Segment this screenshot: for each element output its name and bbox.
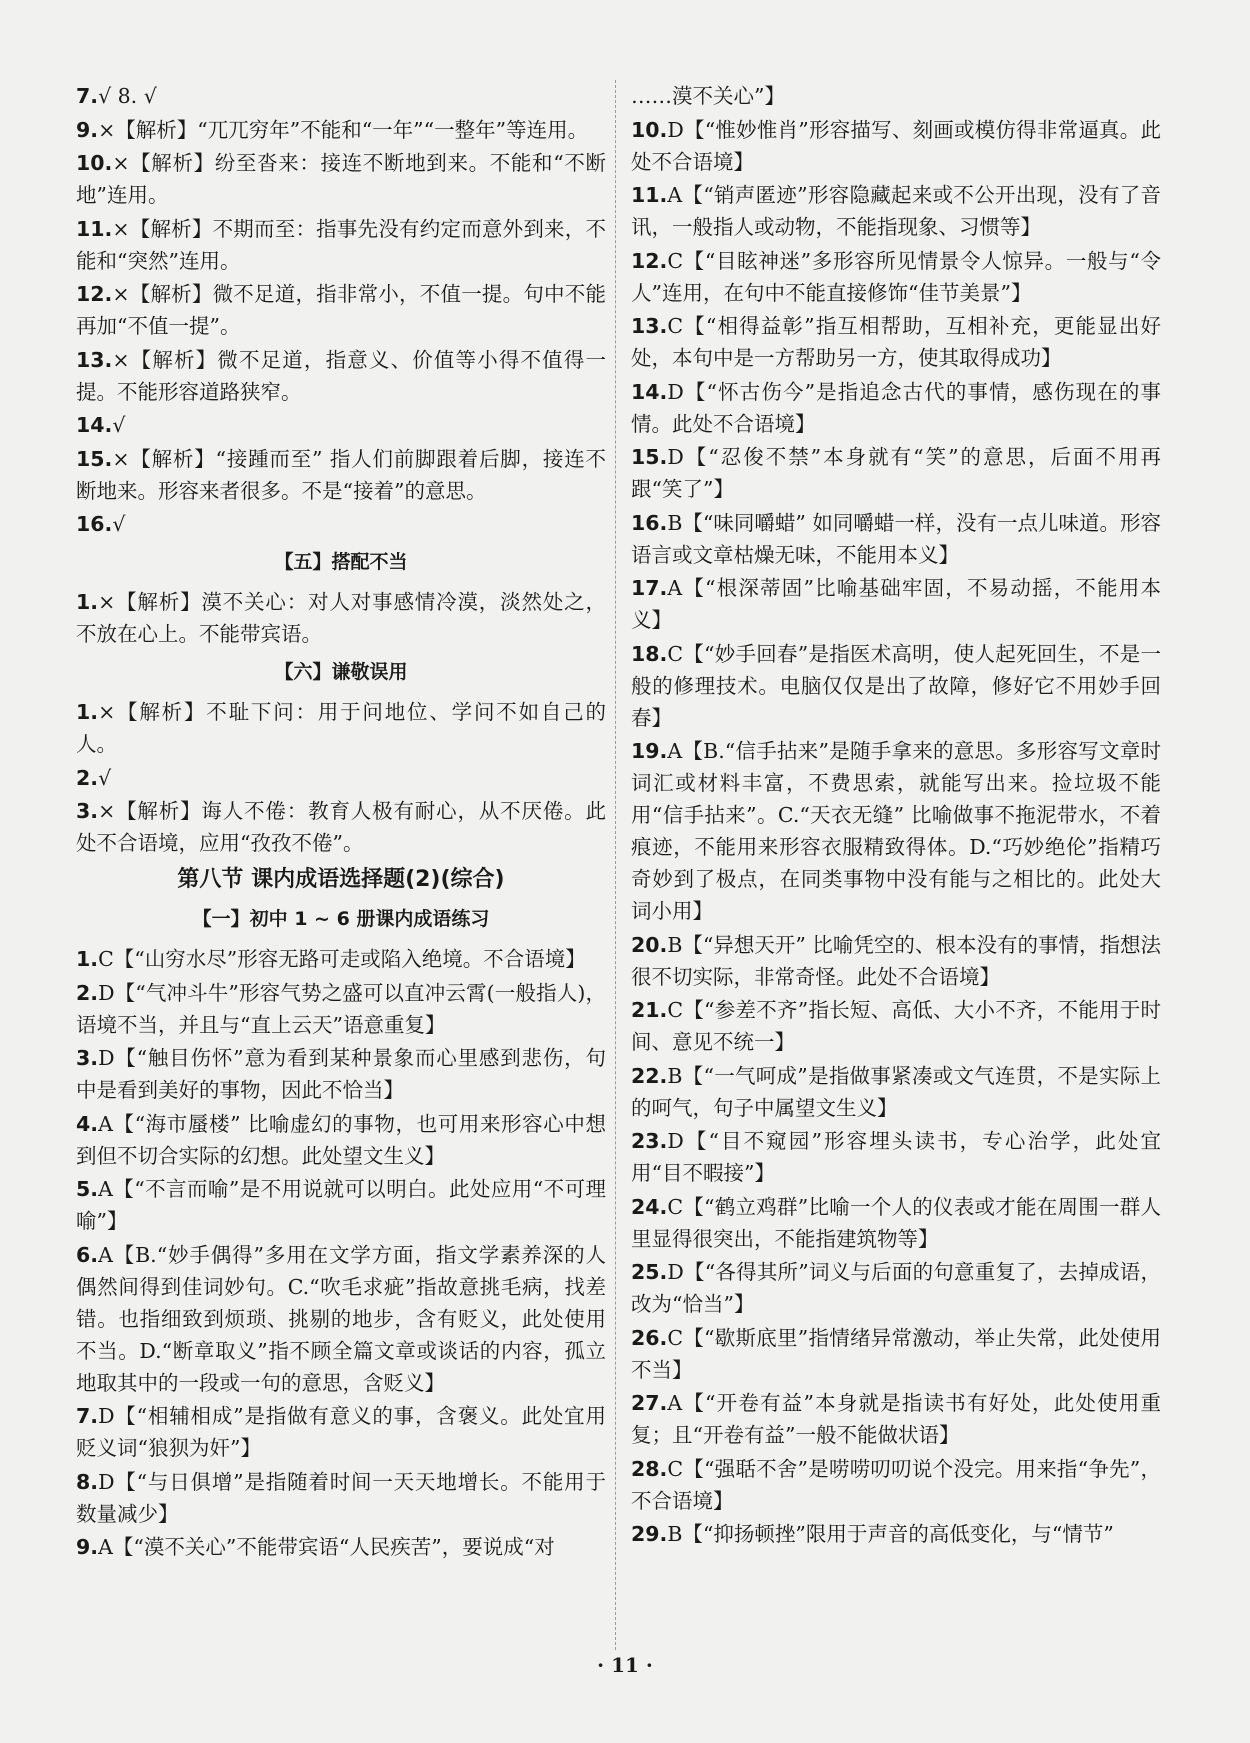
- answer-item: 2.D【“气冲斗牛”形容气势之盛可以直冲云霄(一般指人)，语境不当，并且与“直上云天”语意重复】: [76, 980, 606, 1037]
- answer-item: 13.×【解析】微不足道，指意义、价值等小得不值得一提。不能形容道路狭窄。: [76, 347, 606, 404]
- answer-item: 3.D【“触目伤怀”意为看到某种景象而心里感到悲伤，句中是看到美好的事物，因此不恰当】: [76, 1046, 606, 1102]
- answer-item: 14.D【“怀古伤今”是指追念古代的事情，感伤现在的事情。此处不合语境】: [631, 379, 1161, 436]
- answer-item: 12.×【解析】微不足道，指非常小，不值一提。句中不能再加“不值一提”。: [76, 282, 606, 338]
- answer-item: 1.×【解析】不耻下问：用于问地位、学问不如自己的人。: [76, 700, 606, 756]
- section-title: 第八节 课内成语选择题(2)(综合): [177, 867, 505, 892]
- answer-item: 24.C【“鹤立鸡群”比喻一个人的仪表或才能在周围一群人里显得很突出，不能指建筑物等】: [631, 1194, 1161, 1251]
- answer-item: 25.D【“各得其所”词义与后面的句意重复了，去掉成语，改为“恰当”】: [631, 1260, 1161, 1316]
- answer-item: 11.A【“销声匿迹”形容隐藏起来或不公开出现，没有了音讯，一般指人或动物，不能指现象、习惯等】: [631, 183, 1161, 239]
- answer-item: 29.B【“抑扬顿挫”限用于声音的高低变化，与“情节”: [631, 1522, 1114, 1546]
- answer-item: 28.C【“强聒不舍”是唠唠叨叨说个没完。用来指“争先”，不合语境】: [631, 1456, 1161, 1513]
- answer-item: 10.×【解析】纷至沓来：接连不断地到来。不能和“不断地”连用。: [76, 151, 606, 207]
- answer-item: 9.A【“漠不关心”不能带宾语“人民疾苦”，要说成“对: [76, 1535, 555, 1559]
- answer-item: 22.B【“一气呵成”是指做事紧凑或文气连贯，不是实际上的呵气，句子中属望文生义】: [631, 1063, 1161, 1120]
- answer-continuation: ……漠不关心”】: [631, 84, 785, 108]
- answer-item: 8.D【“与日俱增”是指随着时间一天天地增长。不能用于数量减少】: [76, 1469, 606, 1526]
- answer-item: 16.B【“味同嚼蜡” 如同嚼蜡一样，没有一点儿味道。形容语言或文章枯燥无味，不能用本义】: [631, 510, 1161, 567]
- answer-item: 20.B【“异想天开” 比喻凭空的、根本没有的事情，指想法很不切实际，非常奇怪。此处不合语境】: [631, 932, 1161, 989]
- subsection-heading: 【六】谦敬误用: [274, 661, 408, 683]
- answer-item: 18.C【“妙手回春”是指医术高明，使人起死回生，不是一般的修理技术。电脑仅仅是出了故障，修好它不用妙手回春】: [631, 641, 1161, 730]
- answer-item: 10.D【“惟妙惟肖”形容描写、刻画或模仿得非常逼真。此处不合语境】: [631, 117, 1161, 174]
- answer-item: 1.C【“山穷水尽”形容无路可走或陷入绝境。不合语境】: [76, 947, 586, 971]
- answer-item: 21.C【“参差不齐”指长短、高低、大小不齐，不能用于时间、意见不统一】: [631, 998, 1161, 1054]
- subsection-heading: 【五】搭配不当: [274, 551, 408, 573]
- answer-item: 13.C【“相得益彰”指互相帮助，互相补充，更能显出好处，本句中是一方帮助另一方，使其取得成功】: [631, 314, 1161, 370]
- answer-item: 7.D【“相辅相成”是指做有意义的事，含褒义。此处宜用贬义词“狼狈为奸”】: [76, 1404, 606, 1460]
- answer-item: 19.A【B.“信手拈来”是随手拿来的意思。多形容写文章时词汇或材料丰富，不费思索，就能写出来。捡垃圾不能用“信手拈来”。C.“天衣无缝” 比喻做事不拖泥带水，不着痕迹，不能用来形容衣服精致得体。D.“巧妙绝伦”指精巧奇妙到了极点，在同类事物中没有能与之相比的。此处大词小用】: [631, 739, 1161, 923]
- right-column: [631, 80, 1161, 1552]
- answer-item: 23.D【“目不窥园”形容埋头读书，专心治学，此处宜用“目不暇接”】: [631, 1129, 1161, 1185]
- answer-item: 2.√: [76, 765, 112, 790]
- answer-item: 12.C【“目眩神迷”多形容所见情景令人惊异。一般与“令人”连用，在句中不能直接修饰“佳节美景”】: [631, 248, 1161, 305]
- subsection-heading: 【一】初中 1 ~ 6 册课内成语练习: [192, 908, 490, 930]
- answer-item: 15.D【“忍俊不禁”本身就有“笑”的意思，后面不用再跟“笑了”】: [631, 445, 1161, 501]
- answer-item: 6.A【B.“妙手偶得”多用在文学方面，指文学素养深的人偶然间得到佳词妙句。C.“吹毛求疵”指故意挑毛病，找差错。也指细致到烦琐、挑剔的地步，含有贬义，此处使用不当。D.“断章取义”指不顾全篇文章或谈话的内容，孤立地取其中的一段或一句的意思，含贬义】: [76, 1242, 606, 1395]
- answer-item: 7.√ 8. √: [76, 84, 157, 108]
- answer-item: 17.A【“根深蒂固”比喻基础牢固，不易动摇，不能用本义】: [631, 576, 1161, 632]
- answer-item: 5.A【“不言而喻”是不用说就可以明白。此处应用“不可理喻”】: [76, 1177, 606, 1233]
- answer-item: 11.×【解析】不期而至：指事先没有约定而意外到来，不能和“突然”连用。: [76, 216, 606, 273]
- answer-item: 1.×【解析】漠不关心：对人对事感情冷漠，淡然处之，不放在心上。不能带宾语。: [76, 590, 606, 646]
- page-number: · 11 ·: [597, 1653, 653, 1677]
- answer-item: 27.A【“开卷有益”本身就是指读书有好处，此处使用重复；且“开卷有益”一般不能做状语】: [631, 1391, 1161, 1447]
- answer-item: 16.√: [76, 512, 126, 536]
- answer-item: 9.×【解析】“兀兀穷年”不能和“一年”“一整年”等连用。: [76, 117, 589, 142]
- left-column: [76, 80, 606, 1565]
- answer-item: 26.C【“歇斯底里”指情绪异常激动，举止失常，此处使用不当】: [631, 1325, 1161, 1382]
- answer-item: 4.A【“海市蜃楼” 比喻虚幻的事物，也可用来形容心中想到但不切合实际的幻想。此处望文生义】: [76, 1111, 606, 1168]
- column-divider: [615, 80, 616, 1650]
- answer-item: 14.√: [76, 413, 126, 437]
- answer-item: 15.×【解析】“接踵而至” 指人们前脚跟着后脚，接连不断地来。形容来者很多。不是“接着”的意思。: [76, 446, 606, 503]
- answer-item: 3.×【解析】诲人不倦：教育人极有耐心，从不厌倦。此处不合语境，应用“孜孜不倦”。: [76, 799, 606, 855]
